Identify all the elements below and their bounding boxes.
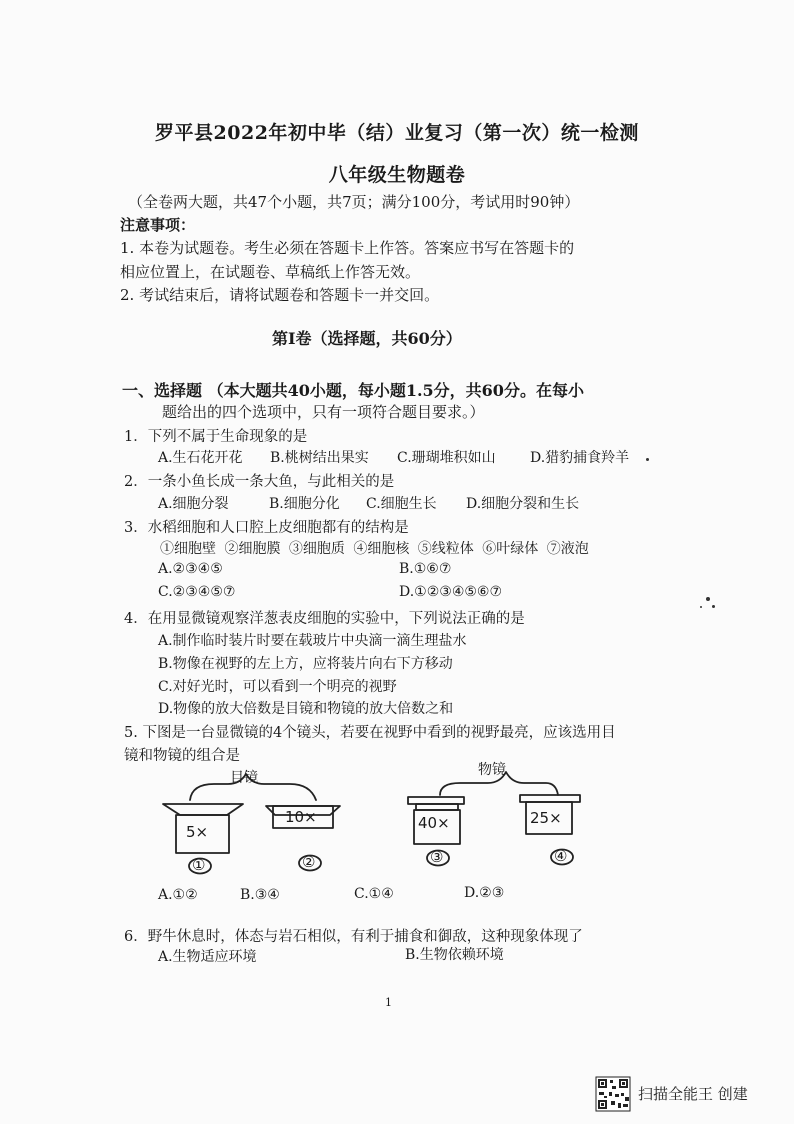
- notice-heading: 注意事项：: [120, 216, 196, 234]
- lens-4-index: ④: [554, 847, 568, 865]
- lens-1-index: ①: [192, 856, 206, 874]
- question-1-option-b: B.桃树结出果实: [270, 450, 369, 466]
- exam-meta: （全卷两大题，共47个小题，共7页；满分100分，考试用时90钟）: [128, 193, 580, 211]
- question-5-stem-cont: 镜和物镜的组合是: [124, 748, 240, 764]
- question-4-option-b: B.物像在视野的左上方，应将装片向右下方移动: [158, 656, 453, 672]
- question-4-option-c: C.对好光时，可以看到一个明亮的视野: [158, 679, 397, 695]
- exam-subtitle: 八年级生物题卷: [328, 164, 466, 186]
- question-3-option-a: A.②③④⑤: [158, 561, 223, 577]
- exam-title: 罗平县2022年初中毕（结）业复习（第一次）统一检测: [155, 122, 639, 144]
- question-5-option-b: B.③④: [240, 887, 280, 903]
- lens-4-magnification: 25×: [530, 809, 562, 827]
- question-5-option-d: D.②③: [464, 885, 505, 901]
- notice-item-2: 2. 考试结束后，请将试题卷和答题卡一并交回。: [120, 286, 440, 304]
- part1-heading: 第Ⅰ卷（选择题，共60分）: [272, 329, 462, 348]
- question-2-stem: 2．一条小鱼长成一条大鱼，与此相关的是: [124, 474, 395, 490]
- question-1-option-c: C.珊瑚堆积如山: [397, 450, 496, 466]
- question-2-option-d: D.细胞分裂和生长: [466, 496, 580, 512]
- question-1-option-a: A.生石花开花: [158, 450, 243, 466]
- question-1-option-d: D.猎豹捕食羚羊: [530, 450, 630, 466]
- question-5-option-c: C.①④: [354, 886, 394, 902]
- question-5-option-a: A.①②: [158, 887, 198, 903]
- question-1-stem: 1．下列不属于生命现象的是: [124, 429, 308, 445]
- question-6-option-b: B.生物依赖环境: [405, 947, 504, 963]
- notice-item-1: 1. 本卷为试题卷。考生必须在答题卡上作答。答案应书写在答题卡的: [120, 239, 575, 257]
- question-4-option-d: D.物像的放大倍数是目镜和物镜的放大倍数之和: [158, 701, 454, 717]
- question-2-option-c: C.细胞生长: [366, 496, 437, 512]
- question-2-option-b: B.细胞分化: [269, 496, 340, 512]
- lens-3-magnification: 40×: [418, 814, 450, 832]
- question-6-option-a: A.生物适应环境: [158, 949, 257, 965]
- lens-2-index: ②: [302, 853, 316, 871]
- section-instructions-line2: 题给出的四个选项中，只有一项符合题目要求。）: [162, 403, 485, 421]
- question-3-option-b: B.①⑥⑦: [399, 561, 452, 577]
- question-2-option-a: A.细胞分裂: [158, 496, 229, 512]
- question-3-option-d: D.①②③④⑤⑥⑦: [399, 584, 503, 600]
- scanner-brand-text: 扫描全能王 创建: [638, 1085, 748, 1103]
- question-3-structures: ①细胞壁 ②细胞膜 ③细胞质 ④细胞核 ⑤线粒体 ⑥叶绿体 ⑦液泡: [160, 541, 589, 557]
- question-6-stem: 6．野牛休息时，体态与岩石相似，有利于捕食和御敌，这种现象体现了: [124, 929, 583, 945]
- question-5-stem: 5. 下图是一台显微镜的4个镜头，若要在视野中看到的视野最亮，应该选用目: [124, 725, 616, 741]
- objective-label: 物镜: [478, 762, 506, 778]
- notice-item-1-cont: 相应位置上，在试题卷、草稿纸上作答无效。: [120, 263, 421, 281]
- lens-2-magnification: 10×: [285, 808, 317, 826]
- lens-3-index: ③: [430, 848, 444, 866]
- eyepiece-label: 目镜: [230, 770, 258, 786]
- section-instructions-line1: 一、选择题 （本大题共40小题，每小题1.5分，共60分。在每小: [122, 381, 584, 400]
- question-3-option-c: C.②③④⑤⑦: [158, 584, 236, 600]
- question-4-option-a: A.制作临时装片时要在载玻片中央滴一滴生理盐水: [158, 633, 467, 649]
- lens-1-magnification: 5×: [186, 823, 209, 841]
- page-number: 1: [385, 996, 392, 1009]
- question-3-stem: 3．水稻细胞和人口腔上皮细胞都有的结构是: [124, 520, 409, 536]
- question-4-stem: 4．在用显微镜观察洋葱表皮细胞的实验中，下列说法正确的是: [124, 611, 525, 627]
